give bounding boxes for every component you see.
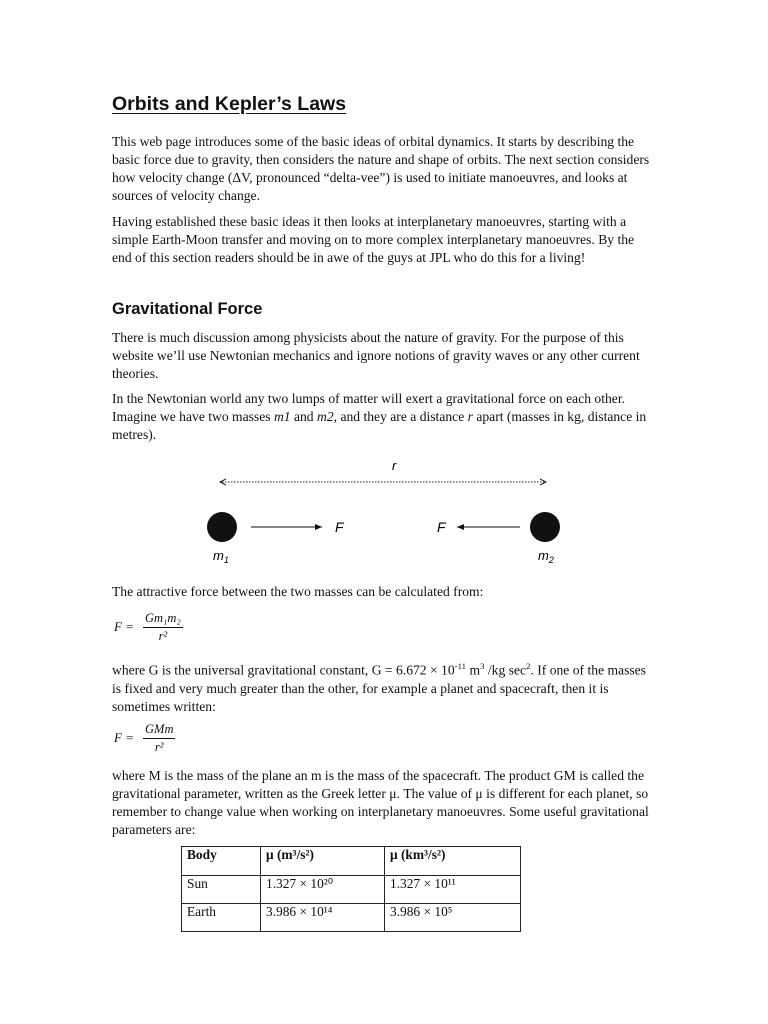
gravitational-parameters-table: [181, 846, 521, 932]
intro-paragraph-2: Having established these basic ideas it then looks at interplanetary manoeuvres, starting with a simple Earth-Moon transfer and moving on to more complex interplanetary manoeuvres. By the end of this section readers should be in awe of the guys at JPL who do this for a living!: [112, 214, 635, 265]
equation-2-numerator: GMm: [145, 722, 174, 736]
section-paragraph-3: The attractive force between the two masses can be calculated from:: [112, 584, 484, 599]
distance-r-label: r: [392, 458, 397, 473]
mass-m1-label: $m_1$: [213, 548, 229, 565]
equation-1-denominator: r²: [158, 629, 168, 643]
table-cell: 3.986 × 10⁵: [385, 904, 521, 932]
equation-2-fraction: [143, 722, 175, 755]
table-cell: 3.986 × 10¹⁴: [261, 904, 385, 932]
section-paragraph-5: where M is the mass of the plane an m is the mass of the spacecraft. The product GM is called the gravitational parameter, written as the Greek letter μ. The value of μ is different for each planet, so remember to change value when working on interplanetary manoeuvres. Some useful gravitational parameters are:: [112, 768, 649, 837]
force-label-right: F: [437, 519, 446, 535]
table-cell: Sun: [182, 876, 261, 904]
page-title: Orbits and Kepler’s Laws: [112, 93, 347, 115]
force-label-left: F: [335, 519, 344, 535]
equation-1-fraction: [143, 611, 183, 644]
table-cell: 1.327 × 10²⁰: [261, 876, 385, 904]
table-header-mu-m: μ (m³/s²): [261, 847, 385, 876]
two-mass-diagram: [0, 455, 768, 575]
section-paragraph-1: There is much discussion among physicists about the nature of gravity. For the purpose of this website we’ll use Newtonian mechanics and ignore notions of gravity waves or any other current theories.: [112, 330, 640, 381]
table-cell: Earth: [182, 904, 261, 932]
section-heading: Gravitational Force: [112, 300, 263, 318]
section-paragraph-4: where G is the universal gravitational constant, $G = 6.672 \times 10^{-11}$ $m^3$ /kg $\sec^2$. If one of the masses is fixed and very much greater than the other, for example a planet and spacecraft, then it is sometimes written:: [112, 661, 646, 714]
table-header-mu-km: μ (km³/s²): [385, 847, 521, 876]
equation-1-lhs: F =: [114, 619, 134, 634]
table-row: [182, 876, 521, 904]
mass-m2: [530, 512, 560, 542]
table-header-body: Body: [182, 847, 261, 876]
equation-2-denominator: r²: [154, 740, 164, 754]
section-paragraph-2: In the Newtonian world any two lumps of matter will exert a gravitational force on each other. Imagine we have two masses m1 and m2, and they are a distance r apart (masses in kg, distance in metres).: [112, 391, 647, 442]
intro-paragraph-1: This web page introduces some of the basic ideas of orbital dynamics. It starts by describing the basic force due to gravity, then considers the nature and shape of orbits. The next section considers how velocity change (ΔV, pronounced “delta-vee”) is used to initiate manoeuvres, and looks at sources of velocity change.: [112, 134, 650, 203]
table-header-row: [182, 847, 521, 876]
table-cell: 1.327 × 10¹¹: [385, 876, 521, 904]
equation-1-numerator: Gm₁m₂: [145, 611, 181, 625]
mass-m2-label: $m_2$: [538, 548, 554, 565]
mass-m1: [207, 512, 237, 542]
table-row: [182, 904, 521, 932]
equation-2-lhs: F =: [114, 730, 134, 745]
